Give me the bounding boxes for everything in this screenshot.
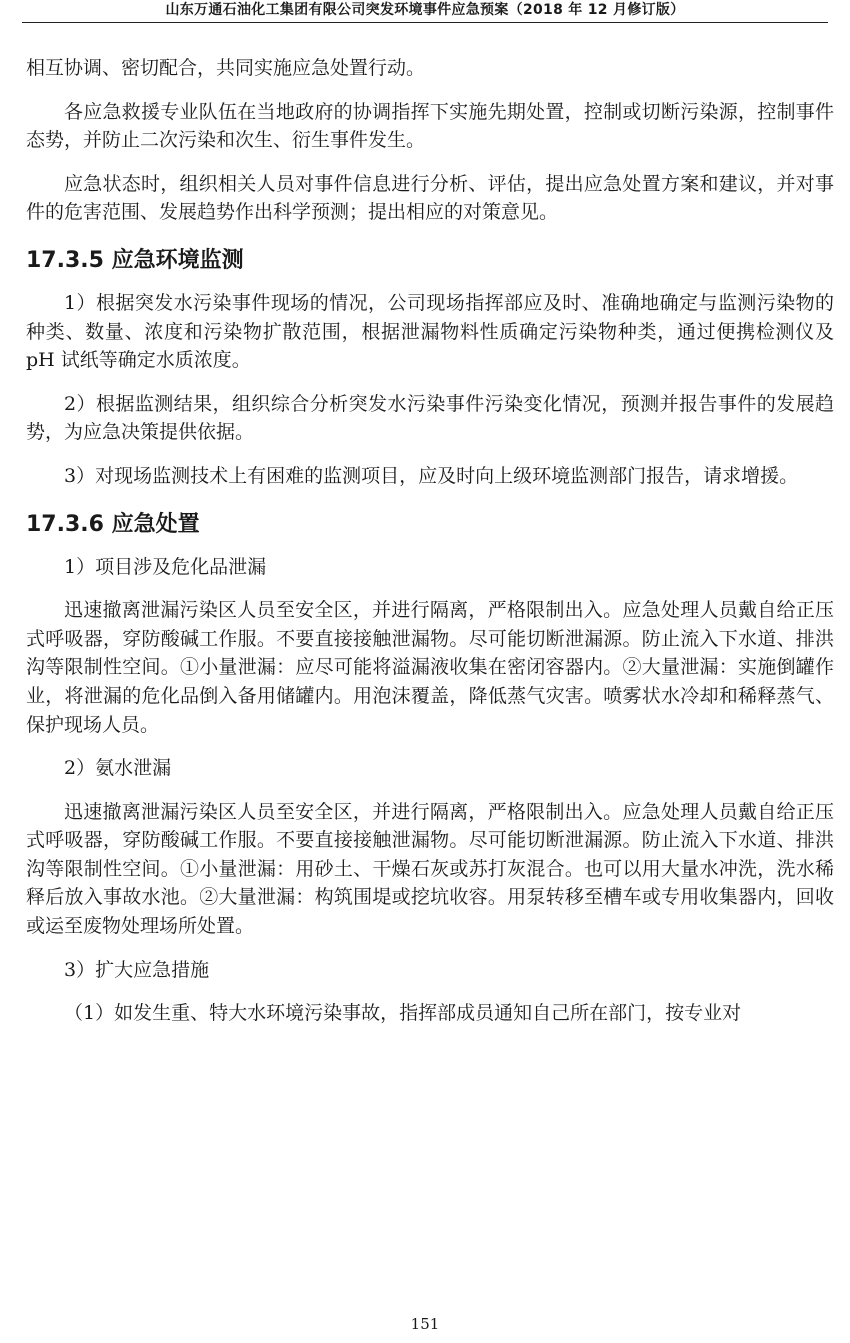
paragraph: 应急状态时，组织相关人员对事件信息进行分析、评估，提出应急处置方案和建议，并对事件的危害范围、发展趋势作出科学预测；提出相应的对策意见。 xyxy=(26,172,834,224)
paragraph: 各应急救援专业队伍在当地政府的协调指挥下实施先期处置，控制或切断污染源，控制事件态势，并防止二次污染和次生、衍生事件发生。 xyxy=(26,100,834,152)
page-number: 151 xyxy=(410,1315,440,1333)
paragraph: 1）根据突发水污染事件现场的情况，公司现场指挥部应及时、准确地确定与监测污染物的种类、数量、浓度和污染物扩散范围，根据泄漏物料性质确定污染物种类，通过便携检测仪及 pH 试纸等确定水质浓度。 xyxy=(26,291,834,372)
paragraph: 2）根据监测结果，组织综合分析突发水污染事件污染变化情况，预测并报告事件的发展趋势，为应急决策提供依据。 xyxy=(26,392,834,444)
subheading-item: 1）项目涉及危化品泄漏 xyxy=(64,555,267,578)
paragraph: 迅速撤离泄漏污染区人员至安全区，并进行隔离，严格限制出入。应急处理人员戴自给正压式呼吸器，穿防酸碱工作服。不要直接接触泄漏物。尽可能切断泄漏源。防止流入下水道、排洪沟等限制性空间。①小量泄漏：应尽可能将溢漏液收集在密闭容器内。②大量泄漏：实施倒罐作业，将泄漏的危化品倒入备用储罐内。用泡沫覆盖，降低蒸气灾害。喷雾状水冷却和稀释蒸气、保护现场人员。 xyxy=(26,599,834,736)
document-body xyxy=(26,54,834,1028)
paragraph: 迅速撤离泄漏污染区人员至安全区，并进行隔离，严格限制出入。应急处理人员戴自给正压式呼吸器，穿防酸碱工作服。不要直接接触泄漏物。尽可能切断泄漏源。防止流入下水道、排洪沟等限制性空间。①小量泄漏：用砂土、干燥石灰或苏打灰混合。也可以用大量水冲洗，洗水稀释后放入事故水池。②大量泄漏：构筑围堤或挖坑收容。用泵转移至槽车或专用收集器内，回收或运至废物处理场所处置。 xyxy=(26,800,834,938)
paragraph: （1）如发生重、特大水环境污染事故，指挥部成员通知自己所在部门，按专业对 xyxy=(64,1002,742,1025)
section-heading-17-3-5: 17.3.5 应急环境监测 xyxy=(26,247,244,273)
paragraph: 3）对现场监测技术上有困难的监测项目，应及时向上级环境监测部门报告，请求增援。 xyxy=(64,464,799,487)
subheading-item: 2）氨水泄漏 xyxy=(64,757,172,780)
paragraph-continuation: 相互协调、密切配合，共同实施应急处置行动。 xyxy=(26,57,426,79)
page-header: 山东万通石油化工集团有限公司突发环境事件应急预案（2018 年 12 月修订版） xyxy=(22,0,828,23)
section-heading-17-3-6: 17.3.6 应急处置 xyxy=(26,511,200,537)
subheading-item: 3）扩大应急措施 xyxy=(64,958,210,981)
